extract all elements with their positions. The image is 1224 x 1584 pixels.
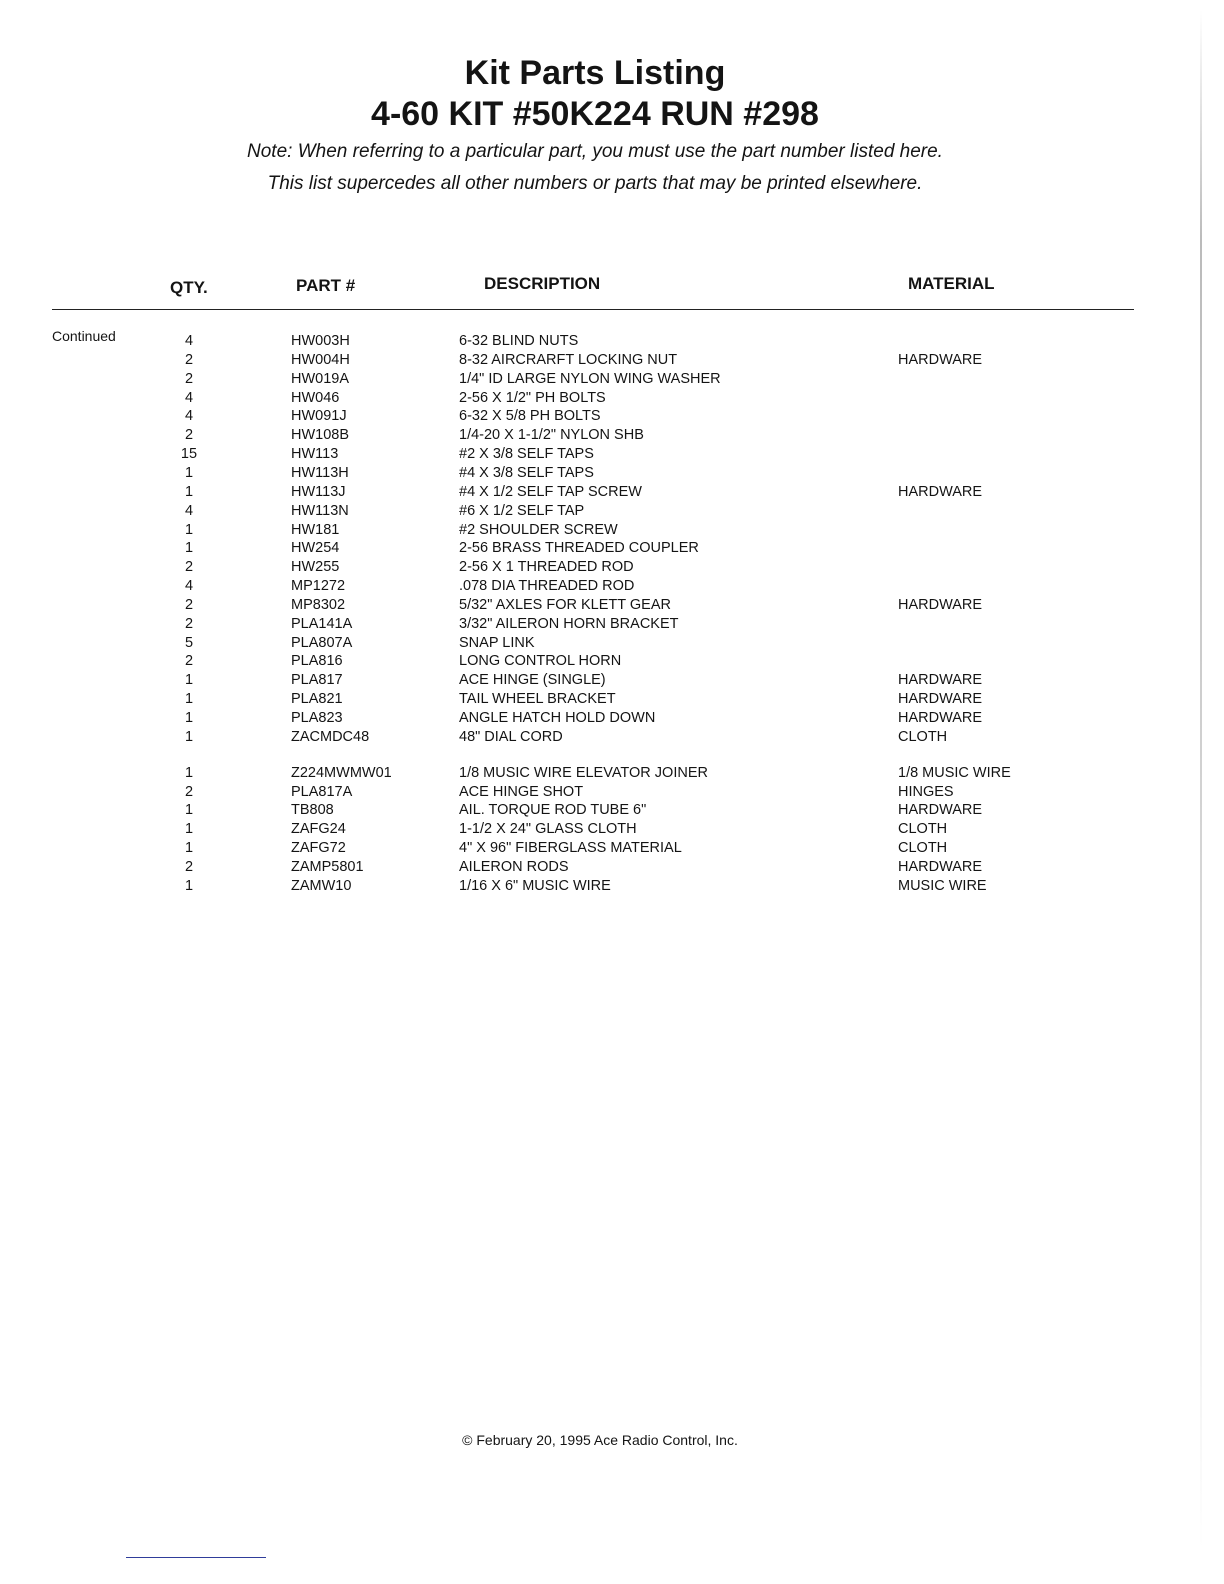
part-number-cell: HW255 <box>291 559 340 576</box>
table-row <box>0 635 1190 654</box>
table-row <box>0 784 1190 803</box>
material-cell: CLOTH <box>898 728 948 745</box>
table-row <box>0 653 1190 672</box>
copyright-footer: © February 20, 1995 Ace Radio Control, Inc. <box>462 1432 738 1448</box>
description-cell: 1/4-20 X 1-1/2" NYLON SHB <box>459 427 644 444</box>
material-cell: HARDWARE <box>898 710 983 726</box>
material-cell: HARDWARE <box>898 802 983 819</box>
table-row <box>0 522 1190 541</box>
description-cell: ACE HINGE (SINGLE) <box>459 672 606 689</box>
material-cell: HARDWARE <box>898 596 983 613</box>
note-line-2: This list supercedes all other numbers or parts that may be printed elsewhere. <box>267 173 923 194</box>
part-number-cell: HW019A <box>291 370 350 387</box>
part-number-cell: HW113 <box>291 446 339 463</box>
table-row <box>0 710 1190 729</box>
part-number-cell: PLA817 <box>291 672 343 689</box>
description-cell: .078 DIA THREADED ROD <box>459 578 635 595</box>
qty-cell: 2 <box>184 351 194 368</box>
qty-cell: 1 <box>184 764 194 781</box>
qty-cell: 1 <box>184 672 194 689</box>
qty-cell: 2 <box>184 596 194 613</box>
column-header-material: MATERIAL <box>908 274 995 293</box>
qty-cell: 1 <box>184 464 194 481</box>
qty-cell: 4 <box>184 389 194 406</box>
table-row <box>0 859 1190 878</box>
material-cell: HARDWARE <box>898 691 983 708</box>
material-cell: HARDWARE <box>898 483 983 500</box>
table-row <box>0 616 1190 635</box>
part-number-cell: HW046 <box>291 389 340 406</box>
part-number-cell: HW113N <box>291 502 349 519</box>
description-cell: ACE HINGE SHOT <box>459 783 584 800</box>
part-number-cell: HW091J <box>291 408 347 425</box>
description-cell: 2-56 X 1/2" PH BOLTS <box>459 389 606 406</box>
table-row <box>0 408 1190 427</box>
qty-cell: 2 <box>184 653 194 670</box>
qty-cell: 1 <box>184 728 194 745</box>
material-cell: MUSIC WIRE <box>898 877 987 894</box>
part-number-cell: PLA141A <box>291 615 353 632</box>
table-row <box>0 540 1190 559</box>
description-cell: AIL. TORQUE ROD TUBE 6" <box>459 802 647 819</box>
part-number-cell: ZACMDC48 <box>291 728 370 745</box>
part-number-cell: ZAMP5801 <box>291 858 364 875</box>
qty-cell: 1 <box>184 840 194 857</box>
description-cell: 1/8 MUSIC WIRE ELEVATOR JOINER <box>459 764 708 781</box>
qty-cell: 1 <box>184 710 194 726</box>
continued-label: Continued <box>52 328 116 344</box>
qty-cell: 2 <box>184 559 194 576</box>
description-cell: AILERON RODS <box>459 858 569 875</box>
qty-cell: 4 <box>184 408 194 425</box>
qty-cell: 4 <box>184 578 194 595</box>
qty-cell: 2 <box>184 783 194 800</box>
table-row <box>0 691 1190 710</box>
description-cell: #2 X 3/8 SELF TAPS <box>459 446 594 463</box>
table-row <box>0 371 1190 390</box>
table-row <box>0 465 1190 484</box>
table-row <box>0 503 1190 522</box>
part-number-cell: MP8302 <box>291 596 346 613</box>
page-title: Kit Parts Listing <box>464 54 726 92</box>
table-row <box>0 559 1190 578</box>
qty-cell: 2 <box>184 427 194 444</box>
part-number-cell: HW254 <box>291 540 340 557</box>
column-header-qty: QTY. <box>170 278 208 297</box>
part-number-cell: HW108B <box>291 427 350 444</box>
table-row <box>0 333 1190 352</box>
note-line-1: Note: When referring to a particular part, you must use the part number listed here. <box>247 141 943 162</box>
part-number-cell: HW004H <box>291 351 350 368</box>
part-number-cell: TB808 <box>291 802 334 819</box>
description-cell: 2-56 BRASS THREADED COUPLER <box>459 540 699 557</box>
part-number-cell: PLA821 <box>291 691 343 708</box>
material-cell: HARDWARE <box>898 672 983 689</box>
column-header-part: PART # <box>296 276 356 295</box>
description-cell: #4 X 3/8 SELF TAPS <box>459 464 594 481</box>
material-cell: 1/8 MUSIC WIRE <box>898 764 1011 781</box>
description-cell: 6-32 BLIND NUTS <box>459 333 579 349</box>
table-row <box>0 484 1190 503</box>
part-number-cell: HW113H <box>291 464 349 481</box>
description-cell: LONG CONTROL HORN <box>459 653 622 670</box>
description-cell: 1/4" ID LARGE NYLON WING WASHER <box>459 370 721 387</box>
description-cell: 4" X 96" FIBERGLASS MATERIAL <box>459 840 682 857</box>
header-divider <box>52 309 1134 310</box>
qty-cell: 1 <box>184 802 194 819</box>
description-cell: 3/32" AILERON HORN BRACKET <box>459 615 679 632</box>
description-cell: 5/32" AXLES FOR KLETT GEAR <box>459 596 671 613</box>
table-row <box>0 597 1190 616</box>
description-cell: 8-32 AIRCRARFT LOCKING NUT <box>459 351 678 368</box>
material-cell: CLOTH <box>898 840 948 857</box>
material-cell: HARDWARE <box>898 858 983 875</box>
part-number-cell: HW003H <box>291 333 350 349</box>
scan-mark <box>126 1557 266 1558</box>
part-number-cell: MP1272 <box>291 578 346 595</box>
qty-cell: 1 <box>184 877 194 894</box>
description-cell: SNAP LINK <box>459 634 535 651</box>
part-number-cell: HW113J <box>291 483 346 500</box>
description-cell: #6 X 1/2 SELF TAP <box>459 502 585 519</box>
kit-title: 4-60 KIT #50K224 RUN #298 <box>371 95 819 133</box>
qty-cell: 2 <box>184 370 194 387</box>
table-row <box>0 427 1190 446</box>
part-number-cell: ZAMW10 <box>291 877 352 894</box>
table-row <box>0 840 1190 859</box>
qty-cell: 1 <box>184 691 194 708</box>
description-cell: 48" DIAL CORD <box>459 728 563 745</box>
table-row <box>0 390 1190 409</box>
part-number-cell: Z224MWMW01 <box>291 764 392 781</box>
part-number-cell: PLA807A <box>291 634 353 651</box>
part-number-cell: PLA823 <box>291 710 343 726</box>
description-cell: #2 SHOULDER SCREW <box>459 521 618 538</box>
material-cell: HINGES <box>898 783 954 800</box>
qty-cell: 1 <box>184 821 194 838</box>
qty-cell: 15 <box>180 446 198 463</box>
qty-cell: 1 <box>184 540 194 557</box>
description-cell: 6-32 X 5/8 PH BOLTS <box>459 408 601 425</box>
part-number-cell: PLA817A <box>291 783 353 800</box>
qty-cell: 2 <box>184 615 194 632</box>
qty-cell: 1 <box>184 521 194 538</box>
table-row <box>0 765 1190 784</box>
qty-cell: 4 <box>184 333 194 349</box>
description-cell: 2-56 X 1 THREADED ROD <box>459 559 634 576</box>
qty-cell: 1 <box>184 483 194 500</box>
part-number-cell: ZAFG72 <box>291 840 346 857</box>
description-cell: #4 X 1/2 SELF TAP SCREW <box>459 483 642 500</box>
qty-cell: 4 <box>184 502 194 519</box>
description-cell: ANGLE HATCH HOLD DOWN <box>459 710 656 726</box>
qty-cell: 5 <box>184 634 194 651</box>
qty-cell: 2 <box>184 858 194 875</box>
description-cell: 1-1/2 X 24" GLASS CLOTH <box>459 821 637 838</box>
description-cell: 1/16 X 6" MUSIC WIRE <box>459 877 611 894</box>
table-row <box>0 352 1190 371</box>
part-number-cell: HW181 <box>291 521 340 538</box>
table-row <box>0 672 1190 691</box>
table-row <box>0 578 1190 597</box>
material-cell: CLOTH <box>898 821 948 838</box>
column-header-description: DESCRIPTION <box>484 274 601 293</box>
table-row <box>0 802 1190 821</box>
scan-edge <box>1200 10 1202 1550</box>
table-row <box>0 446 1190 465</box>
description-cell: TAIL WHEEL BRACKET <box>459 691 616 708</box>
table-row <box>0 821 1190 840</box>
part-number-cell: ZAFG24 <box>291 821 346 838</box>
material-cell: HARDWARE <box>898 351 983 368</box>
table-row <box>0 729 1190 748</box>
part-number-cell: PLA816 <box>291 653 343 670</box>
table-row <box>0 878 1190 897</box>
